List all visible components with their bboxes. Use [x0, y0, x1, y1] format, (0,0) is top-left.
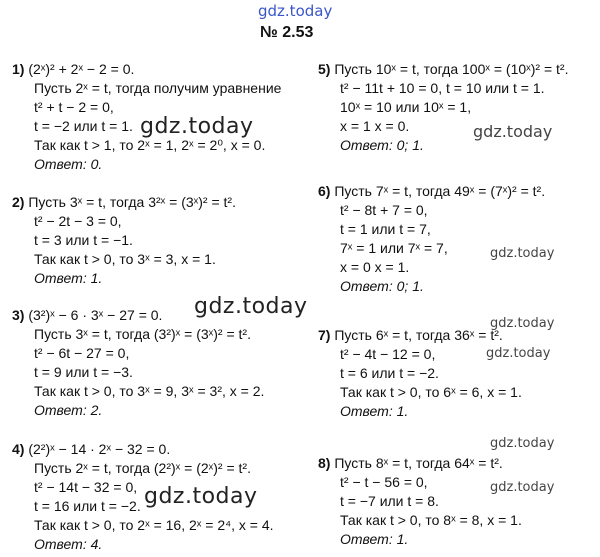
answer: Ответ: 4. [34, 536, 103, 552]
problem-line: t² − 11t + 10 = 0, t = 10 или t = 1. [340, 80, 545, 96]
problem-number: 3) [12, 307, 25, 323]
problem-line: Пусть 8ˣ = t, тогда 64ˣ = t². [334, 455, 503, 471]
answer: Ответ: 0; 1. [340, 137, 424, 153]
problem-line: Так как t > 0, то 3ˣ = 9, 3ˣ = 3², x = 2. [34, 383, 265, 399]
problem-line: x = 0 x = 1. [340, 259, 410, 275]
problem-line: Пусть 2ˣ = t, тогда (2²)ˣ = (2ˣ)² = t². [34, 460, 251, 476]
problem-line: Так как t > 1, то 2ˣ = 1, 2ˣ = 2⁰, x = 0. [34, 137, 266, 153]
problem-line: t = 1 или t = 7, [340, 221, 431, 237]
problem-line: t = −7 или t = 8. [340, 493, 439, 509]
watermark: gdz.today [490, 480, 555, 495]
watermark: gdz.today [473, 122, 553, 141]
problem-line: Пусть 3ˣ = t, тогда (3²)ˣ = (3ˣ)² = t². [34, 326, 251, 342]
problem-number: 1) [12, 61, 25, 77]
problem-line: (2²)ˣ − 14 · 2ˣ − 32 = 0. [28, 441, 171, 457]
watermark: gdz.today [144, 484, 258, 509]
problem-line: (3²)ˣ − 6 · 3ˣ − 27 = 0. [28, 307, 163, 323]
problem-number: 4) [12, 441, 25, 457]
problem-line: t² − t − 56 = 0, [340, 474, 428, 490]
problem-line: Пусть 10ˣ = t, тогда 100ˣ = (10ˣ)² = t². [334, 61, 569, 77]
problem-line: t² + t − 2 = 0, [34, 99, 114, 115]
answer: Ответ: 1. [34, 270, 103, 286]
problem-number: 2) [12, 194, 25, 210]
answer: Ответ: 1. [340, 531, 409, 547]
page-title: № 2.53 [260, 24, 314, 41]
problem-line: t² − 6t − 27 = 0, [34, 345, 130, 361]
problem-3 [12, 306, 264, 420]
watermark: gdz.today [140, 114, 254, 139]
watermark: gdz.today [490, 316, 555, 331]
problem-line: t = 9 или t = −3. [34, 364, 133, 380]
problem-line: 7ˣ = 1 или 7ˣ = 7, [340, 240, 448, 256]
watermark-top: gdz.today [258, 2, 333, 20]
watermark: gdz.today [490, 436, 555, 451]
problem-line: (2ˣ)² + 2ˣ − 2 = 0. [28, 61, 135, 77]
problem-number: 7) [318, 327, 331, 343]
problem-line: 10ˣ = 10 или 10ˣ = 1, [340, 99, 472, 115]
answer: Ответ: 2. [34, 402, 103, 418]
problem-line: t² − 8t + 7 = 0, [340, 202, 428, 218]
problem-line: Так как t > 0, то 8ˣ = 8, x = 1. [340, 512, 522, 528]
problem-line: Пусть 3ˣ = t, тогда 3²ˣ = (3ˣ)² = t². [28, 194, 236, 210]
answer: Ответ: 1. [340, 403, 409, 419]
problem-2 [12, 193, 236, 288]
problem-line: t = 6 или t = −2. [340, 365, 439, 381]
problem-number: 6) [318, 183, 331, 199]
problem-line: t = 3 или t = −1. [34, 232, 133, 248]
problem-line: Пусть 2ˣ = t, тогда получим уравнение [34, 80, 282, 96]
problem-line: Так как t > 0, то 3ˣ = 3, x = 1. [34, 251, 216, 267]
problem-line: t = 16 или t = −2. [34, 498, 141, 514]
problem-line: Так как t > 0, то 2ˣ = 16, 2ˣ = 2⁴, x = 4. [34, 517, 274, 533]
problem-7 [318, 326, 522, 421]
problem-8 [318, 454, 522, 549]
watermark: gdz.today [486, 346, 551, 361]
problem-line: x = 1 x = 0. [340, 118, 410, 134]
problem-number: 8) [318, 455, 331, 471]
problem-line: t = −2 или t = 1. [34, 118, 133, 134]
problem-6 [318, 182, 545, 296]
problem-number: 5) [318, 61, 331, 77]
problem-line: Так как t > 0, то 6ˣ = 6, x = 1. [340, 384, 522, 400]
problem-line: Пусть 7ˣ = t, тогда 49ˣ = (7ˣ)² = t². [334, 183, 546, 199]
problem-line: t² − 14t − 32 = 0, [34, 479, 138, 495]
answer: Ответ: 0. [34, 156, 103, 172]
answer: Ответ: 0; 1. [340, 278, 424, 294]
problem-line: Пусть 6ˣ = t, тогда 36ˣ = t². [334, 327, 503, 343]
watermark: gdz.today [194, 294, 308, 319]
watermark: gdz.today [490, 246, 555, 261]
problem-line: t² − 4t − 12 = 0, [340, 346, 436, 362]
problem-line: t² − 2t − 3 = 0, [34, 213, 122, 229]
